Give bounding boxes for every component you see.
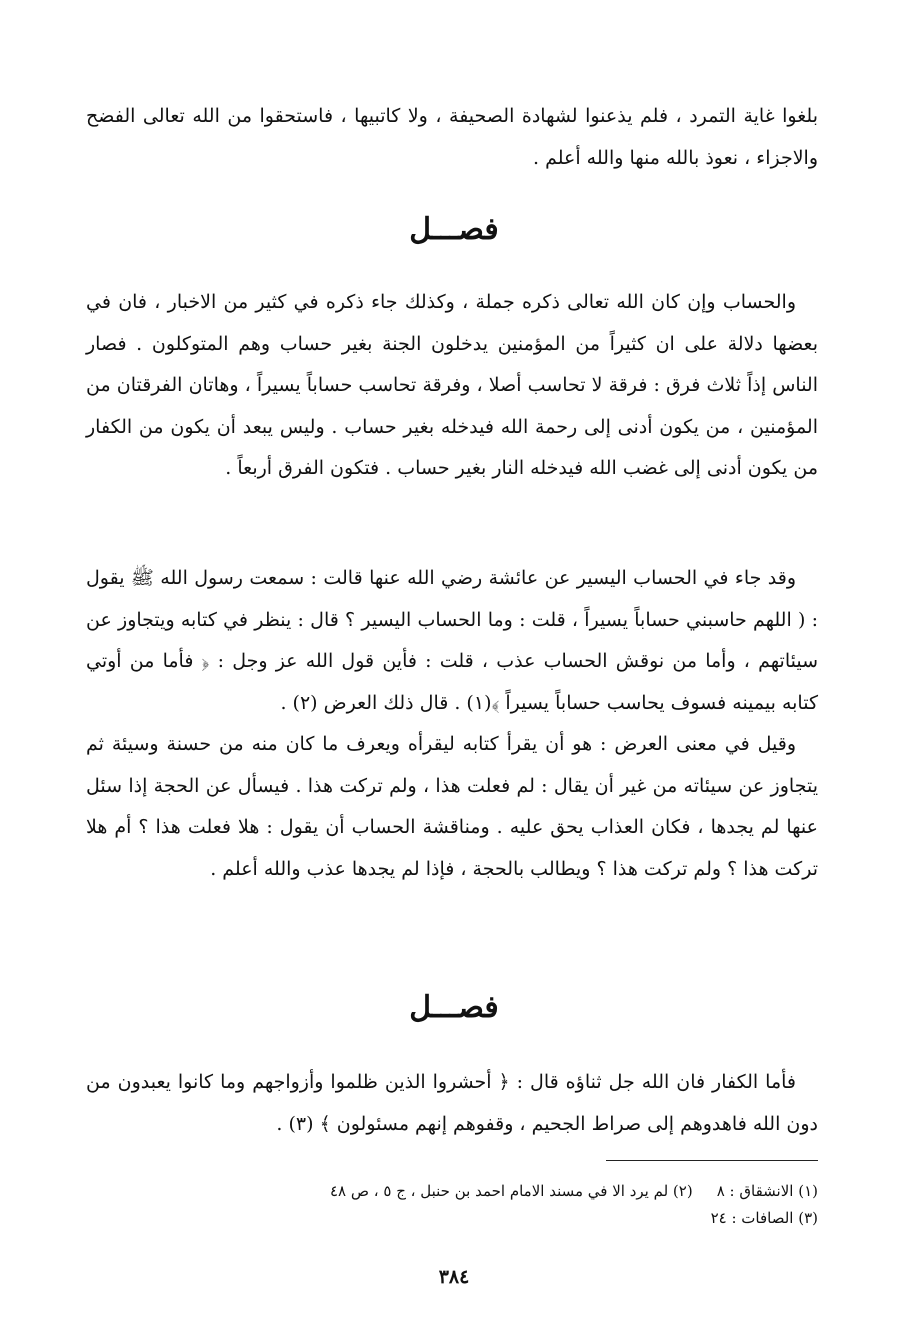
footnote-3: (٣) الصافات : ٢٤ (710, 1209, 818, 1227)
footnote-row-1 (98, 1178, 818, 1205)
intro-paragraph: بلغوا غاية التمرد ، فلم يذعنوا لشهادة الصحيفة ، ولا كاتبيها ، فاستحقوا من الله تعالى الفضح والاجزاء ، نعوذ بالله منها والله أعلم . (86, 105, 818, 169)
footnote-2: (٢) لم يرد الا في مسند الامام احمد بن حنبل ، ج ٥ ، ص ٤٨ (329, 1182, 693, 1200)
section-1-heading: فصـــل (409, 212, 499, 247)
page-number: ٣٨٤ (438, 1266, 470, 1288)
footnotes (98, 1178, 818, 1232)
section-1-paragraph-1: والحساب وإن كان الله تعالى ذكره جملة ، وكذلك جاء ذكره في كثير من الاخبار ، فان في بعضها دلالة على ان كثيراً من المؤمنين يدخلون الجنة بغير حساب وهم المتوكلون . فصار الناس إذاً ثلاث فرق : فرقة لا تحاسب أصلا ، وفرقة تحاسب حساباً يسيراً ، وهاتان الفرقتان من المؤمنين ، من يكون أدنى إلى رحمة الله فيدخله بغير حساب . وليس يبعد أن يكون من الكفار من يكون أدنى إلى غضب الله فيدخله النار بغير حساب . فتكون الفرق أربعاً . (86, 291, 818, 479)
footnote-1: (١) الانشقاق : ٨ (716, 1182, 818, 1200)
footnote-separator (606, 1160, 818, 1161)
footnote-row-2 (98, 1205, 818, 1232)
section-1-paragraph-2: وقد جاء في الحساب اليسير عن عائشة رضي الله عنها قالت : سمعت رسول الله ﷺ يقول : ( اللهم حاسبني حساباً يسيراً ، قلت : وما الحساب اليسير ؟ قال : ينظر في كتابه ويتجاوز عن سيئاتهم ، وأما من نوقش الحساب عذب ، قلت : فأين قول الله عز وجل : ﴿ فأما من أوتي كتابه بيمينه فسوف يحاسب حساباً يسيراً ﴾(١) . قال ذلك العرض (٢) . (86, 567, 818, 714)
section-1-paragraph-3: وقيل في معنى العرض : هو أن يقرأ كتابه ليقرأه ويعرف ما كان منه من حسنة وسيئة ثم يتجاوز عن سيئاته من غير أن يقال : لم فعلت هذا ، ولم تركت هذا . فيسأل عن الحجة إذا سئل عنها لم يجدها ، فكان العذاب يحق عليه . ومناقشة الحساب أن يقول : هلا فعلت هذا ؟ أم هلا تركت هذا ؟ ولم تركت هذا ؟ ويطالب بالحجة ، فإذا لم يجدها عذب والله أعلم . (86, 733, 818, 880)
section-2-paragraph-1: فأما الكفار فان الله جل ثناؤه قال : ﴿ أحشروا الذين ظلموا وأزواجهم وما كانوا يعبدون من دون الله فاهدوهم إلى صراط الجحيم ، وقفوهم إنهم مسئولون ﴾ (٣) . (86, 1071, 818, 1135)
section-2-heading: فصـــل (409, 990, 499, 1025)
